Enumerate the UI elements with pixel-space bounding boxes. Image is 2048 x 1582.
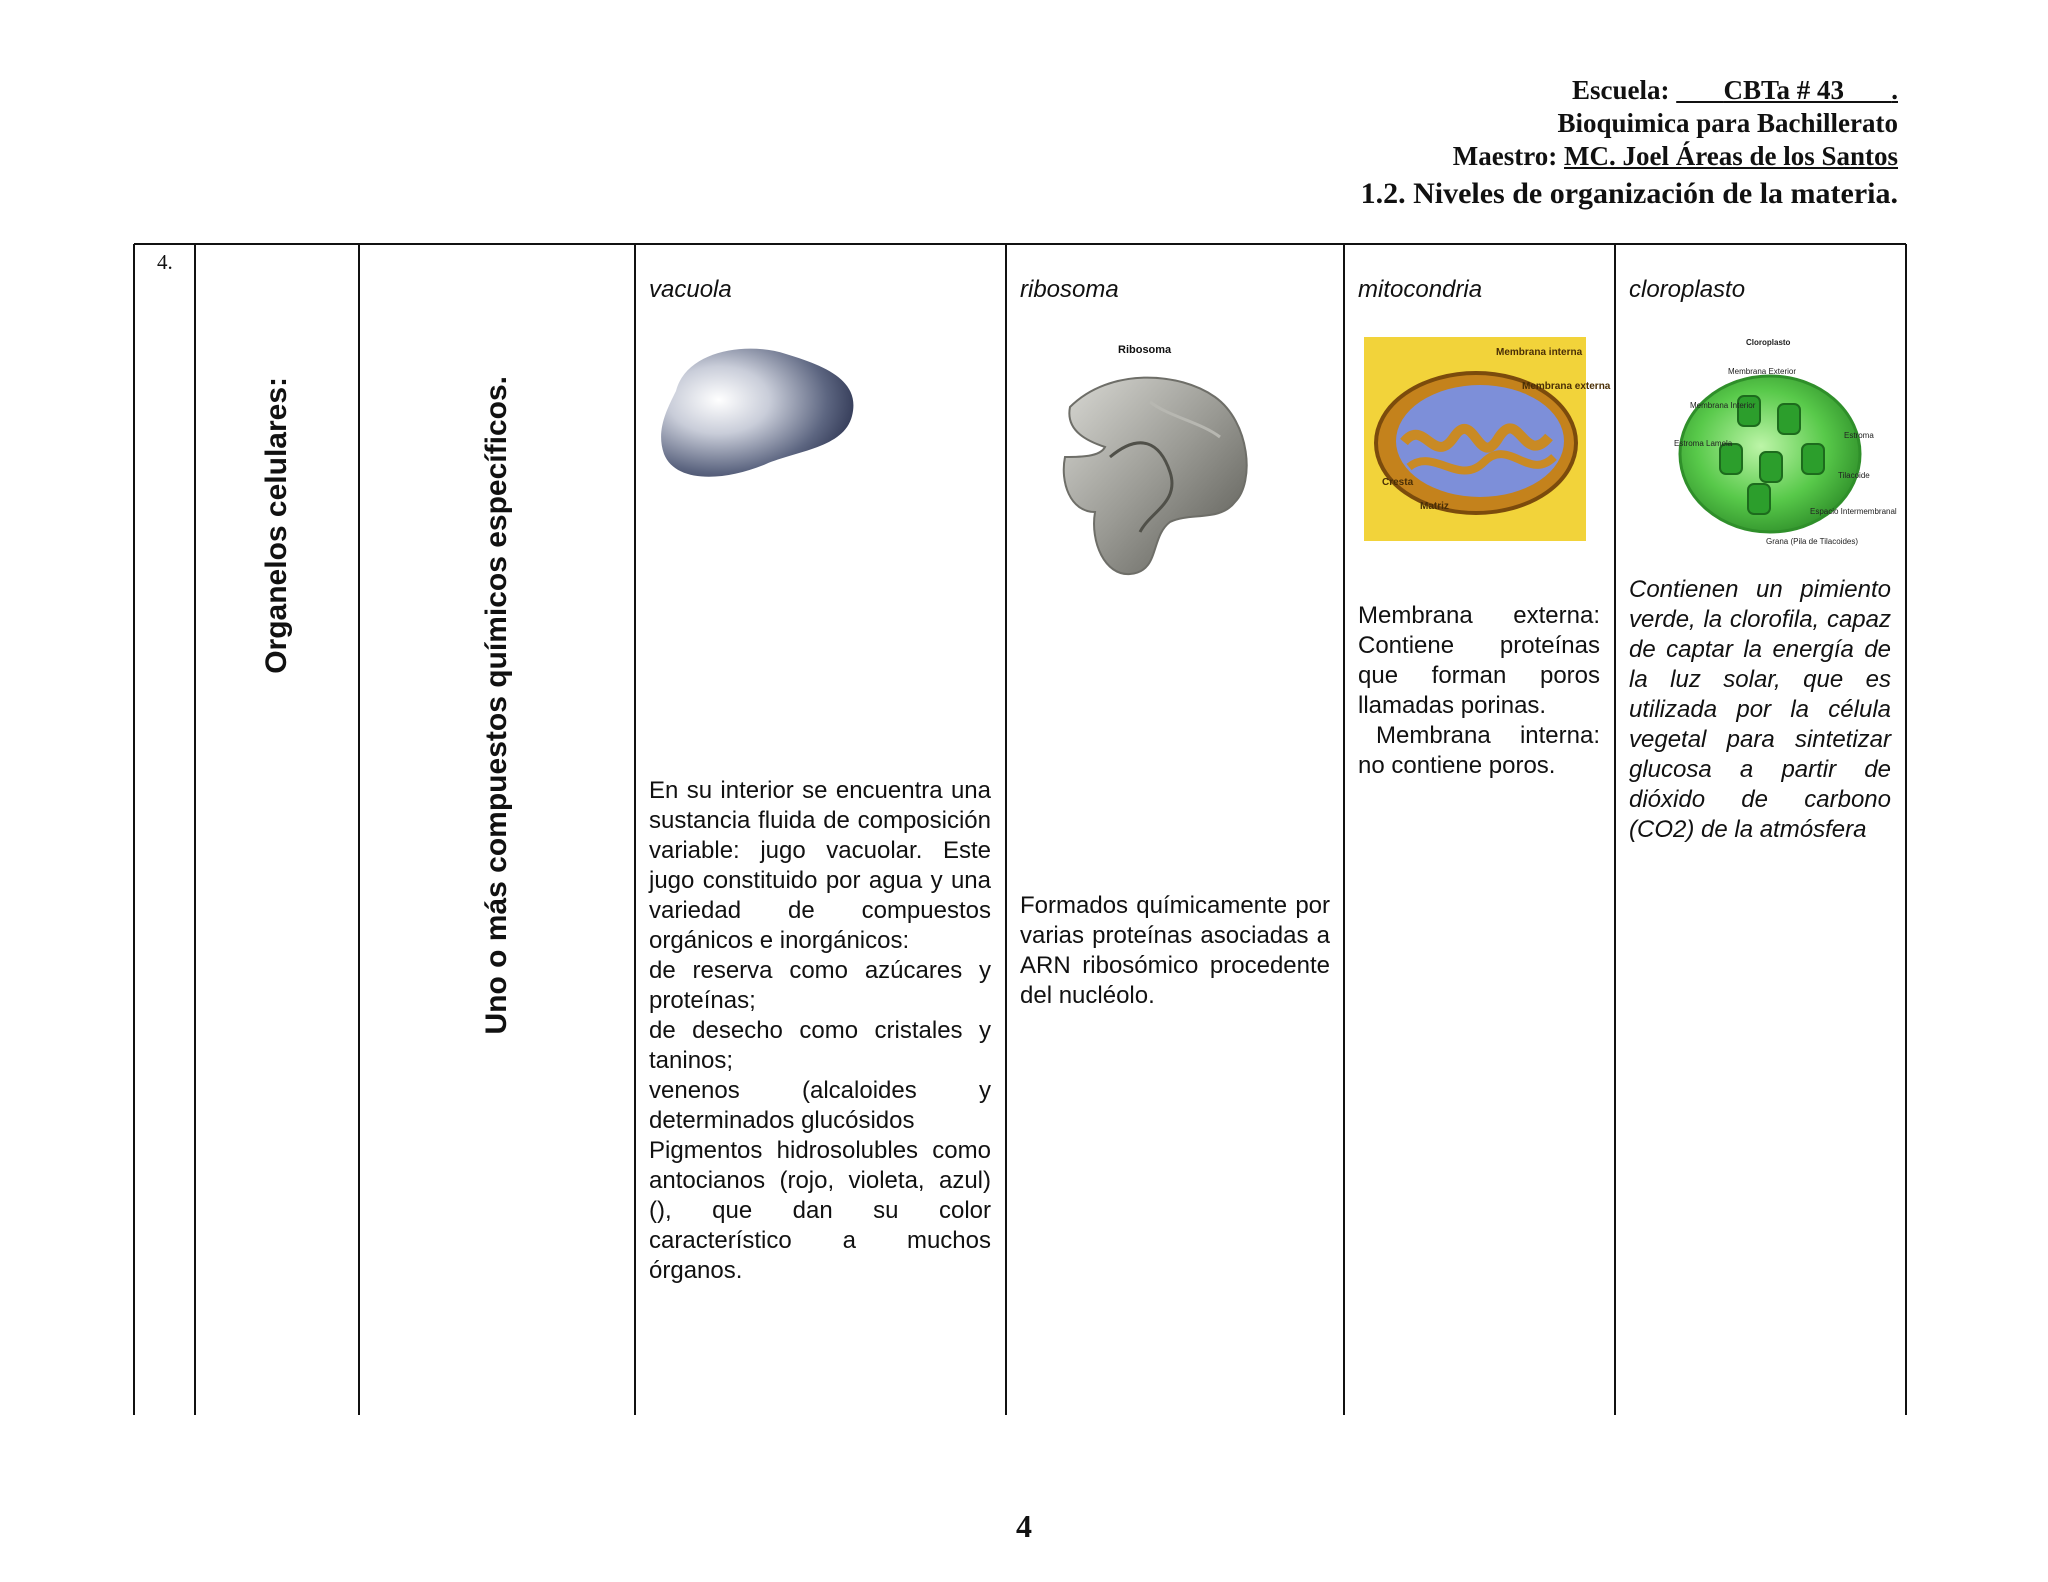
ribosoma-image-label: Ribosoma	[1118, 344, 1172, 356]
chl-label-space: Espacio Intermembranal	[1810, 507, 1897, 516]
chl-label-inner: Membrana Interior	[1690, 401, 1756, 410]
topic-title: 1.2. Niveles de organización de la materia.	[1360, 177, 1898, 210]
ribosoma-image	[1050, 362, 1250, 582]
vacuola-text-1: En su interior se encuentra una sustancia fluida de composición variable: jugo vacuolar. Este jugo constituido por agua y una variedad de compuestos orgánicos e inorgánicos:	[649, 777, 991, 954]
mitocondria-image	[1364, 337, 1611, 541]
chl-label-outer: Membrana Exterior	[1728, 367, 1797, 376]
cloroplasto-text-1: Contienen un pimiento verde, la clorofila, capaz de captar la energía de la luz solar, que es utilizada por la célula vegetal para sintetizar glucosa a partir de dióxido de carbono (CO2) de la atmósfera	[1629, 576, 1891, 843]
vacuola-description	[649, 776, 991, 1286]
mitocondria-title: mitocondria	[1358, 276, 1483, 303]
composition-label: Uno o más compuestos químicos específicos.	[480, 375, 513, 1035]
vacuola-text-3: de desecho como cristales y taninos;	[649, 1017, 991, 1074]
chl-label-lamela: Estroma Lamela	[1674, 439, 1733, 448]
chl-label-title: Cloroplasto	[1746, 338, 1791, 347]
mito-label-matriz: Matriz	[1420, 501, 1449, 512]
cloroplasto-description	[1629, 575, 1891, 845]
school-line	[1361, 74, 1898, 107]
vacuola-image	[656, 336, 862, 486]
course-title: Bioquimica para Bachillerato	[1557, 108, 1898, 138]
vacuola-title: vacuola	[649, 276, 732, 303]
school-value: CBTa # 43 .	[1723, 75, 1898, 105]
ribosoma-text-1: Formados químicamente por varias proteínas asociadas a ARN ribosómico procedente del nucléolo.	[1020, 892, 1330, 1009]
vacuola-text-5: Pigmentos hidrosolubles como antocianos (rojo, violeta, azul) (), que dan su color característico a muchos órganos.	[649, 1137, 991, 1284]
mitocondria-text-1: Membrana externa: Contiene proteínas que forman poros llamadas porinas.	[1358, 602, 1600, 719]
teacher-line	[1361, 140, 1898, 173]
chl-label-grana: Grana (Pila de Tilacoides)	[1766, 537, 1859, 546]
chl-label-stroma: Estroma	[1844, 431, 1874, 440]
vacuola-text-4: venenos (alcaloides y determinados glucósidos	[649, 1077, 991, 1134]
level-cell	[196, 245, 358, 805]
mito-label-cresta: Cresta	[1382, 477, 1414, 488]
mito-label-outer: Membrana externa	[1522, 381, 1611, 392]
teacher-name: MC. Joel Áreas de los Santos	[1564, 141, 1898, 171]
mito-label-inner: Membrana interna	[1496, 347, 1583, 358]
school-label: Escuela:	[1571, 75, 1670, 105]
page-number: 4	[1016, 1508, 1032, 1544]
mitocondria-description	[1358, 601, 1600, 781]
level-label: Organelos celulares:	[260, 376, 293, 674]
row-number: 4.	[157, 250, 173, 274]
ribosoma-title: ribosoma	[1020, 276, 1119, 303]
composition-cell	[360, 245, 634, 1165]
ribosoma-description	[1020, 891, 1330, 1011]
chl-label-thylakoid: Tilacoide	[1838, 471, 1870, 480]
cloroplasto-title: cloroplasto	[1629, 276, 1746, 303]
cloroplasto-image	[1660, 334, 1897, 554]
vacuola-text-2: de reserva como azúcares y proteínas;	[649, 957, 991, 1014]
document-header	[1361, 74, 1898, 213]
teacher-label: Maestro:	[1452, 141, 1558, 171]
mitocondria-text-2: Membrana interna: no contiene poros.	[1358, 722, 1600, 779]
